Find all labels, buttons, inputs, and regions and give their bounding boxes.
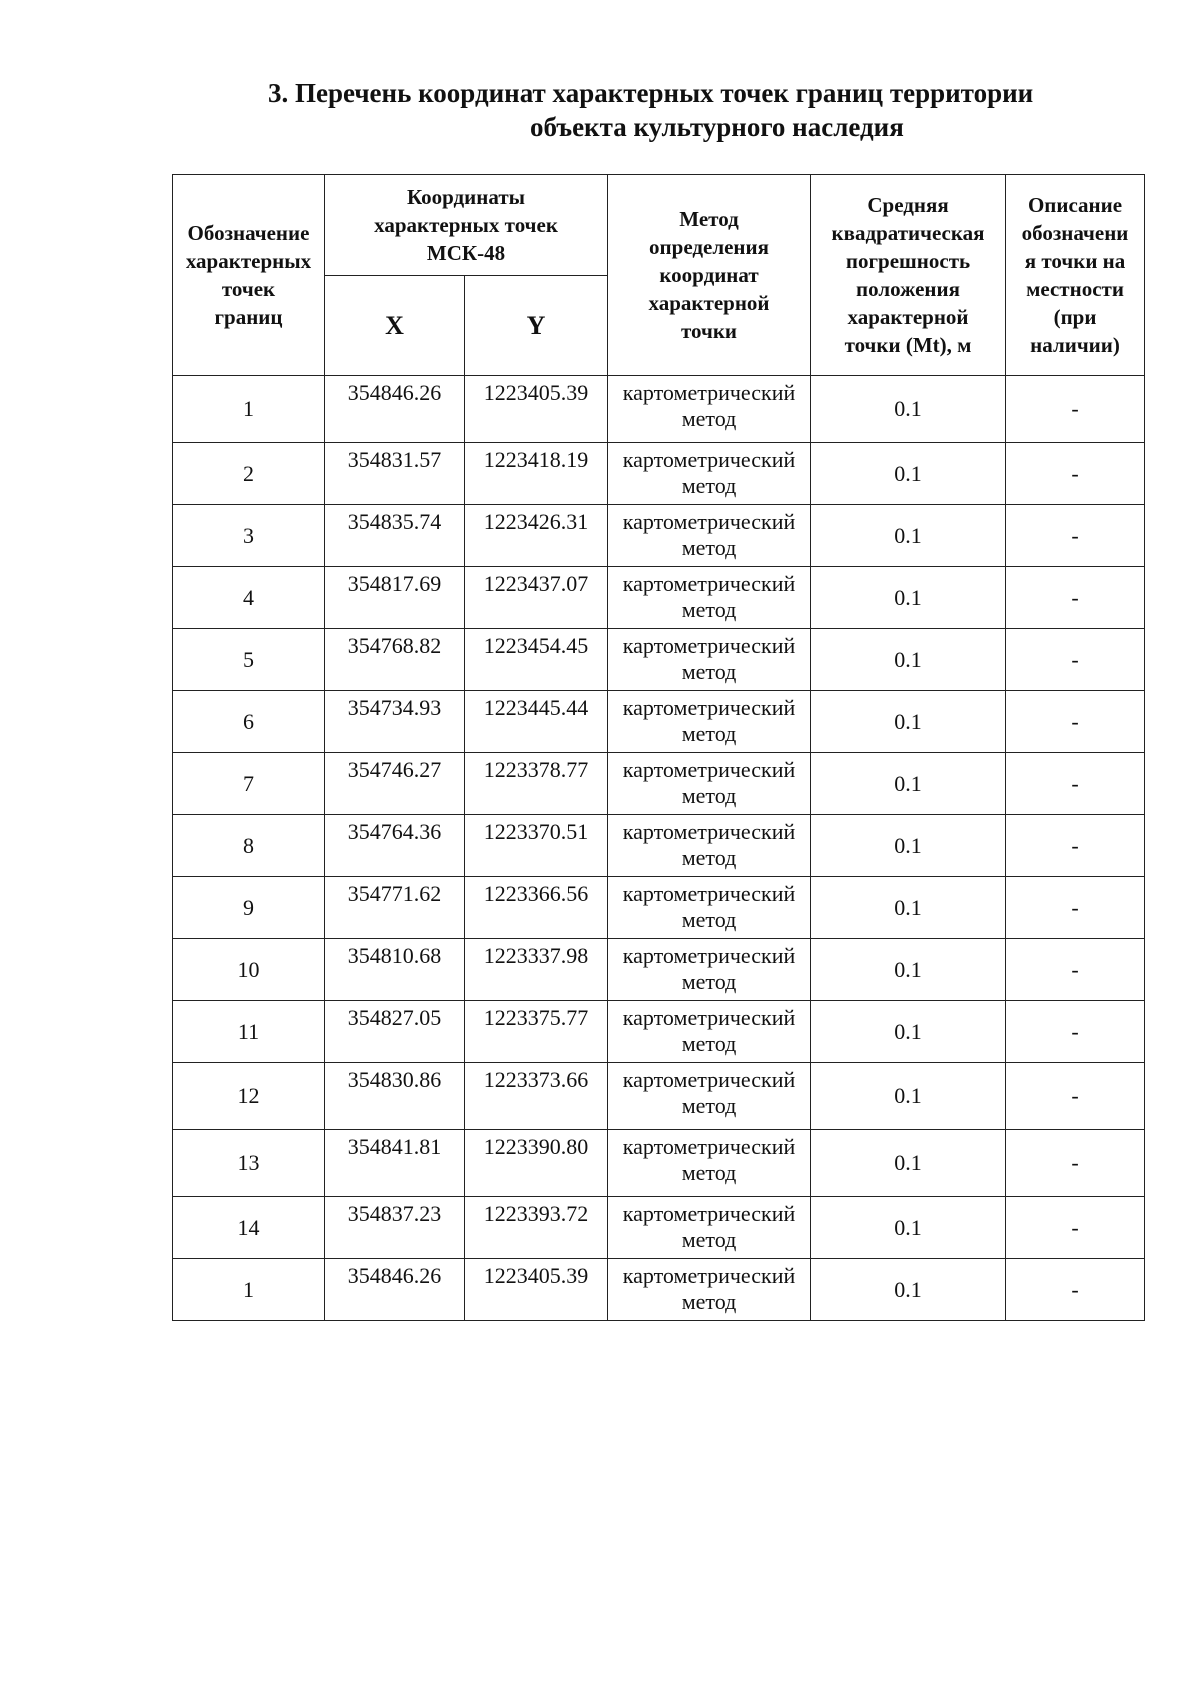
header-text: характерных точек bbox=[374, 213, 558, 237]
cell-point: 10 bbox=[173, 939, 325, 1001]
cell-method bbox=[608, 1259, 811, 1321]
method-line-2: метод bbox=[681, 406, 737, 431]
cell-point: 1 bbox=[173, 376, 325, 443]
header-text: Описание bbox=[1027, 193, 1123, 217]
header-description bbox=[1006, 175, 1145, 376]
cell-method bbox=[608, 877, 811, 939]
cell-point: 3 bbox=[173, 505, 325, 567]
cell-y: 1223378.77 bbox=[465, 753, 608, 815]
cell-y: 1223418.19 bbox=[465, 443, 608, 505]
header-text: местности bbox=[1026, 277, 1124, 301]
method-line-1: картометрический bbox=[622, 1134, 796, 1159]
header-text: положения bbox=[856, 277, 960, 301]
cell-x: 354846.26 bbox=[325, 1259, 465, 1321]
cell-x: 354746.27 bbox=[325, 753, 465, 815]
cell-x: 354768.82 bbox=[325, 629, 465, 691]
cell-point: 1 bbox=[173, 1259, 325, 1321]
cell-error: 0.1 bbox=[811, 877, 1006, 939]
coordinates-table bbox=[172, 174, 1145, 1321]
method-line-1: картометрический bbox=[622, 571, 796, 596]
cell-y: 1223445.44 bbox=[465, 691, 608, 753]
header-text: Координаты bbox=[406, 185, 526, 209]
header-text: определения bbox=[649, 235, 769, 259]
header-method bbox=[608, 175, 811, 376]
method-line-1: картометрический bbox=[622, 509, 796, 534]
method-line-1: картометрический bbox=[622, 819, 796, 844]
cell-error: 0.1 bbox=[811, 939, 1006, 1001]
cell-description: - bbox=[1006, 939, 1145, 1001]
cell-method bbox=[608, 443, 811, 505]
cell-error: 0.1 bbox=[811, 629, 1006, 691]
title-line-2: объекта культурного наследия bbox=[530, 112, 904, 142]
header-text: точек bbox=[221, 277, 276, 301]
cell-point: 7 bbox=[173, 753, 325, 815]
cell-y: 1223373.66 bbox=[465, 1063, 608, 1130]
cell-x: 354837.23 bbox=[325, 1197, 465, 1259]
cell-description: - bbox=[1006, 1130, 1145, 1197]
cell-method bbox=[608, 567, 811, 629]
cell-method bbox=[608, 629, 811, 691]
table-row bbox=[173, 815, 1145, 877]
cell-point: 6 bbox=[173, 691, 325, 753]
method-line-2: метод bbox=[681, 845, 737, 870]
cell-point: 9 bbox=[173, 877, 325, 939]
cell-description: - bbox=[1006, 815, 1145, 877]
header-text: точки (Mt), м bbox=[844, 333, 972, 357]
method-line-1: картометрический bbox=[622, 881, 796, 906]
cell-point: 5 bbox=[173, 629, 325, 691]
cell-method bbox=[608, 1001, 811, 1063]
header-text: характерной bbox=[847, 305, 969, 329]
cell-description: - bbox=[1006, 753, 1145, 815]
cell-error: 0.1 bbox=[811, 505, 1006, 567]
cell-x: 354817.69 bbox=[325, 567, 465, 629]
cell-error: 0.1 bbox=[811, 691, 1006, 753]
cell-method bbox=[608, 815, 811, 877]
header-text: характерной bbox=[648, 291, 770, 315]
header-y: Y bbox=[465, 276, 608, 376]
cell-x: 354764.36 bbox=[325, 815, 465, 877]
method-line-1: картометрический bbox=[622, 380, 796, 405]
header-text: границ bbox=[214, 305, 283, 329]
header-text: я точки на bbox=[1024, 249, 1126, 273]
table-row bbox=[173, 753, 1145, 815]
cell-error: 0.1 bbox=[811, 1063, 1006, 1130]
cell-x: 354827.05 bbox=[325, 1001, 465, 1063]
cell-y: 1223437.07 bbox=[465, 567, 608, 629]
method-line-1: картометрический bbox=[622, 943, 796, 968]
cell-method bbox=[608, 691, 811, 753]
cell-error: 0.1 bbox=[811, 1259, 1006, 1321]
table-row bbox=[173, 1259, 1145, 1321]
cell-y: 1223405.39 bbox=[465, 1259, 608, 1321]
method-line-1: картометрический bbox=[622, 1005, 796, 1030]
method-line-2: метод bbox=[681, 1031, 737, 1056]
cell-error: 0.1 bbox=[811, 1130, 1006, 1197]
cell-point: 13 bbox=[173, 1130, 325, 1197]
table-row bbox=[173, 443, 1145, 505]
cell-point: 14 bbox=[173, 1197, 325, 1259]
cell-x: 354734.93 bbox=[325, 691, 465, 753]
cell-method bbox=[608, 1197, 811, 1259]
method-line-2: метод bbox=[681, 969, 737, 994]
header-text: координат bbox=[659, 263, 759, 287]
header-text: (при bbox=[1053, 305, 1097, 329]
cell-point: 8 bbox=[173, 815, 325, 877]
header-text: характерных bbox=[185, 249, 312, 273]
cell-x: 354810.68 bbox=[325, 939, 465, 1001]
cell-description: - bbox=[1006, 629, 1145, 691]
header-x: X bbox=[325, 276, 465, 376]
cell-description: - bbox=[1006, 376, 1145, 443]
cell-x: 354846.26 bbox=[325, 376, 465, 443]
cell-y: 1223337.98 bbox=[465, 939, 608, 1001]
method-line-2: метод bbox=[681, 659, 737, 684]
cell-error: 0.1 bbox=[811, 815, 1006, 877]
method-line-2: метод bbox=[681, 1289, 737, 1314]
cell-description: - bbox=[1006, 567, 1145, 629]
cell-description: - bbox=[1006, 505, 1145, 567]
header-text: Метод bbox=[679, 207, 739, 231]
method-line-2: метод bbox=[681, 1160, 737, 1185]
method-line-2: метод bbox=[681, 597, 737, 622]
method-line-2: метод bbox=[681, 1227, 737, 1252]
cell-x: 354835.74 bbox=[325, 505, 465, 567]
header-text: МСК-48 bbox=[426, 241, 506, 265]
method-line-1: картометрический bbox=[622, 633, 796, 658]
cell-x: 354771.62 bbox=[325, 877, 465, 939]
cell-description: - bbox=[1006, 443, 1145, 505]
header-text: Средняя bbox=[867, 193, 949, 217]
cell-method bbox=[608, 1063, 811, 1130]
cell-y: 1223370.51 bbox=[465, 815, 608, 877]
cell-description: - bbox=[1006, 1063, 1145, 1130]
cell-description: - bbox=[1006, 691, 1145, 753]
cell-error: 0.1 bbox=[811, 567, 1006, 629]
cell-method bbox=[608, 376, 811, 443]
header-text: погрешность bbox=[845, 249, 971, 273]
cell-error: 0.1 bbox=[811, 443, 1006, 505]
cell-description: - bbox=[1006, 877, 1145, 939]
cell-error: 0.1 bbox=[811, 1001, 1006, 1063]
table-row bbox=[173, 1063, 1145, 1130]
method-line-2: метод bbox=[681, 473, 737, 498]
cell-y: 1223375.77 bbox=[465, 1001, 608, 1063]
method-line-2: метод bbox=[681, 535, 737, 560]
cell-point: 11 bbox=[173, 1001, 325, 1063]
cell-error: 0.1 bbox=[811, 376, 1006, 443]
header-text: точки bbox=[680, 319, 738, 343]
table-row bbox=[173, 376, 1145, 443]
cell-description: - bbox=[1006, 1197, 1145, 1259]
header-text: квадратическая bbox=[831, 221, 985, 245]
method-line-1: картометрический bbox=[622, 1263, 796, 1288]
method-line-1: картометрический bbox=[622, 1067, 796, 1092]
table-row bbox=[173, 691, 1145, 753]
cell-x: 354831.57 bbox=[325, 443, 465, 505]
table-row bbox=[173, 629, 1145, 691]
method-line-2: метод bbox=[681, 1093, 737, 1118]
cell-method bbox=[608, 939, 811, 1001]
header-text: наличии) bbox=[1030, 333, 1120, 357]
header-designation bbox=[173, 175, 325, 376]
cell-error: 0.1 bbox=[811, 1197, 1006, 1259]
cell-method bbox=[608, 753, 811, 815]
header-text: обозначени bbox=[1021, 221, 1129, 245]
table-row bbox=[173, 1197, 1145, 1259]
cell-x: 354841.81 bbox=[325, 1130, 465, 1197]
cell-method bbox=[608, 505, 811, 567]
table-row bbox=[173, 877, 1145, 939]
cell-x: 354830.86 bbox=[325, 1063, 465, 1130]
cell-y: 1223454.45 bbox=[465, 629, 608, 691]
method-line-2: метод bbox=[681, 783, 737, 808]
header-text: Обозначение bbox=[187, 221, 310, 245]
cell-y: 1223426.31 bbox=[465, 505, 608, 567]
cell-point: 4 bbox=[173, 567, 325, 629]
method-line-1: картометрический bbox=[622, 757, 796, 782]
table-row bbox=[173, 1001, 1145, 1063]
header-coordinates bbox=[325, 175, 608, 276]
header-error bbox=[811, 175, 1006, 376]
cell-point: 2 bbox=[173, 443, 325, 505]
method-line-2: метод bbox=[681, 907, 737, 932]
method-line-2: метод bbox=[681, 721, 737, 746]
cell-y: 1223393.72 bbox=[465, 1197, 608, 1259]
cell-y: 1223390.80 bbox=[465, 1130, 608, 1197]
method-line-1: картометрический bbox=[622, 447, 796, 472]
table-row bbox=[173, 939, 1145, 1001]
cell-y: 1223366.56 bbox=[465, 877, 608, 939]
table-row bbox=[173, 1130, 1145, 1197]
method-line-1: картометрический bbox=[622, 1201, 796, 1226]
cell-description: - bbox=[1006, 1259, 1145, 1321]
cell-description: - bbox=[1006, 1001, 1145, 1063]
cell-error: 0.1 bbox=[811, 753, 1006, 815]
title-line-1: 3. Перечень координат характерных точек границ территории bbox=[268, 78, 1034, 108]
cell-point: 12 bbox=[173, 1063, 325, 1130]
method-line-1: картометрический bbox=[622, 695, 796, 720]
table-row bbox=[173, 505, 1145, 567]
cell-method bbox=[608, 1130, 811, 1197]
cell-y: 1223405.39 bbox=[465, 376, 608, 443]
table-row bbox=[173, 567, 1145, 629]
